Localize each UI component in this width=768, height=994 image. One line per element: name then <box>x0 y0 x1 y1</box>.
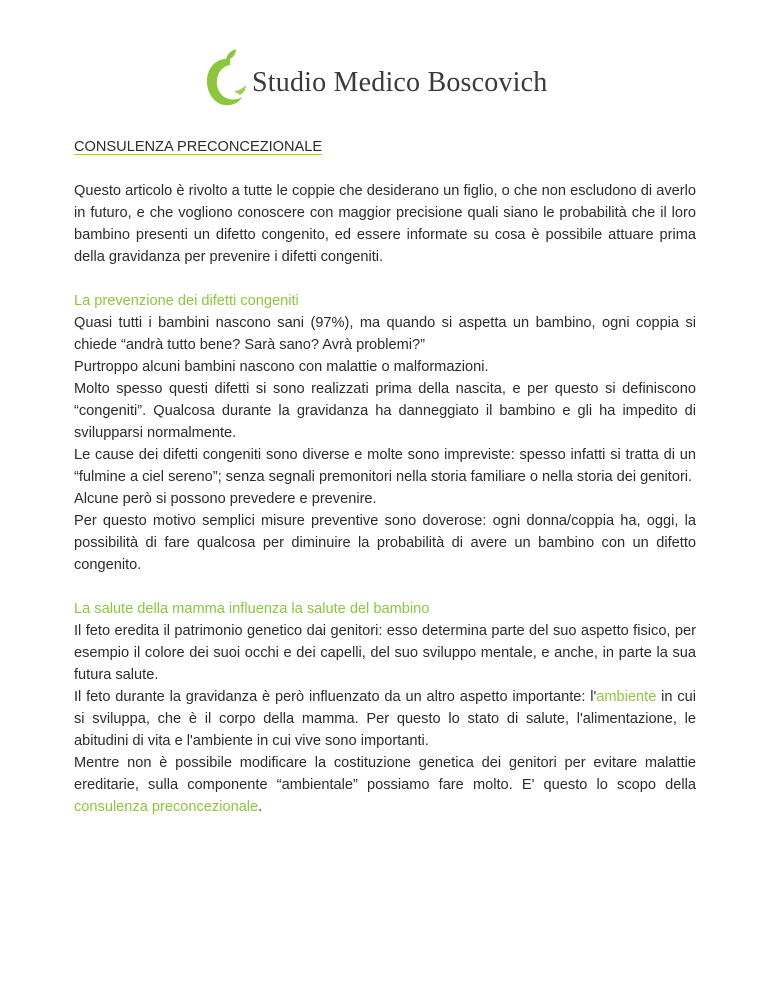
paragraph <box>74 752 696 818</box>
paragraph: Alcune però si possono prevedere e prevenire. <box>74 491 377 507</box>
intro-section <box>74 180 696 268</box>
text-span: . <box>258 799 263 815</box>
document-title: CONSULENZA PRECONCEZIONALE <box>74 139 323 155</box>
prevention-section <box>74 290 696 576</box>
paragraph: Le cause dei difetti congeniti sono diverse e molte sono impreviste: spesso infatti si tratta di un “fulmine a ciel sereno”; senza segnali premonitori nella storia familiare o nella storia dei genitori. <box>74 447 696 485</box>
maternal-health-heading: La salute della mamma influenza la salute del bambino <box>74 601 430 617</box>
paragraph: Quasi tutti i bambini nascono sani (97%), ma quando si aspetta un bambino, ogni coppia si chiede “andrà tutto bene? Sarà sano? Avrà problemi?” <box>74 315 696 353</box>
text-span: Mentre non è possibile modificare la costituzione genetica dei genitori per evitare malattie ereditarie, sulla componente “ambientale” possiamo fare molto. E' questo lo scopo della <box>74 755 696 793</box>
text-span: in cui si sviluppa, che è il corpo della mamma. Per questo lo stato di salute, l'alimentazione, le abitudini di vita e l'ambiente in cui vive sono importanti. <box>74 689 696 749</box>
document-body <box>74 136 696 840</box>
apple-logo-icon <box>200 49 248 111</box>
consulenza-link[interactable]: consulenza preconcezionale <box>74 799 259 815</box>
paragraph <box>74 686 696 752</box>
paragraph: Purtroppo alcuni bambini nascono con malattie o malformazioni. <box>74 359 489 375</box>
prevention-heading: La prevenzione dei difetti congeniti <box>74 293 299 309</box>
ambiente-link[interactable]: ambiente <box>596 689 657 705</box>
paragraph: Molto spesso questi difetti si sono realizzati prima della nascita, e per questo si definiscono “congeniti”. Qualcosa durante la gravidanza ha danneggiato il bambino e gli ha impedito di svilupparsi normalmente. <box>74 381 696 441</box>
paragraph: Per questo motivo semplici misure preventive sono doverose: ogni donna/coppia ha, oggi, la possibilità di fare qualcosa per diminuire la probabilità di avere un bambino con un difetto congenito. <box>74 513 696 573</box>
paragraph: Il feto eredita il patrimonio genetico dai genitori: esso determina parte del suo aspetto fisico, per esempio il colore dei suoi occhi e dei capelli, del suo sviluppo mentale, e anche, in parte la sua futura salute. <box>74 623 696 683</box>
clinic-logo <box>200 44 580 116</box>
maternal-health-section <box>74 598 696 818</box>
text-span: Il feto durante la gravidanza è però influenzato da un altro aspetto importante: l' <box>74 689 597 705</box>
intro-paragraph: Questo articolo è rivolto a tutte le coppie che desiderano un figlio, o che non escludono di averlo in futuro, e che vogliono conoscere con maggior precisione quali siano le probabilità che il loro bambino presenti un difetto congenito, ed essere informate su cosa è possibile attuare prima della gravidanza per prevenire i difetti congeniti. <box>74 183 696 265</box>
logo-text: Studio Medico Boscovich <box>252 67 548 98</box>
